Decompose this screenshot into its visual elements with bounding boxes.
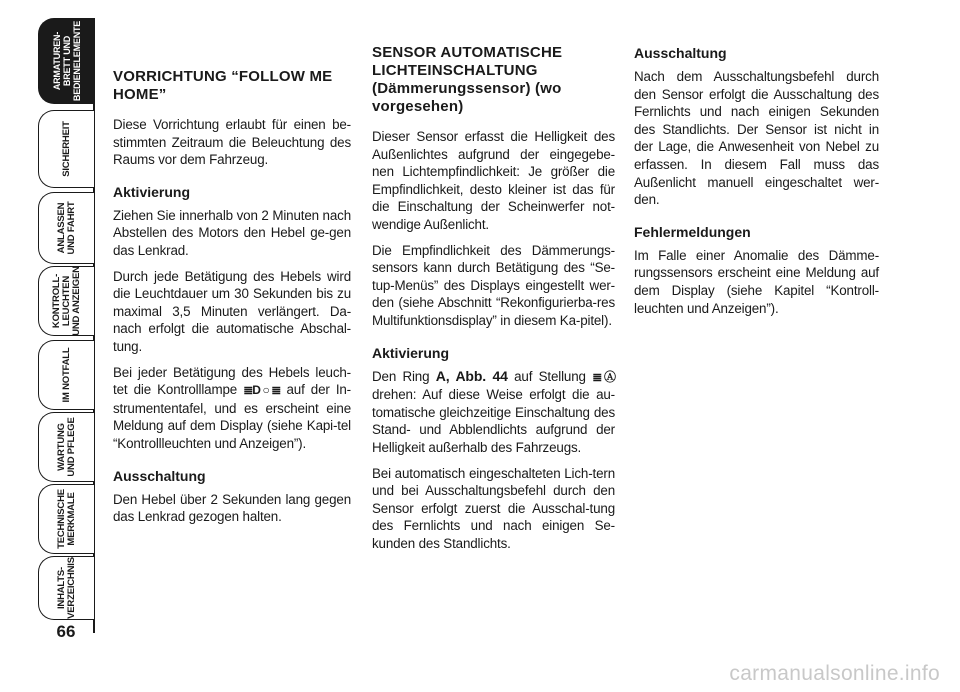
subheading: Ausschaltung (634, 45, 727, 61)
text-run: drehen: Auf diese Weise erfolgt die au-tomatische gleichzeitige Einschaltung des Stand- und Abblendlichts aufgrund der Helligkeit außerhalb des Fahrzeugs. (372, 387, 615, 455)
tab-label: WARTUNG UND PFLEGE (55, 417, 77, 477)
tab-armaturenbrett[interactable] (38, 18, 94, 104)
tab-label: ANLASSEN UND FAHRT (55, 201, 77, 255)
subheading: Ausschaltung (113, 467, 206, 484)
column-ausschaltung (634, 44, 879, 325)
watermark: carmanualsonline.info (729, 662, 940, 685)
paragraph (372, 368, 615, 457)
text-run: Bei jeder Betätigung des Hebels leuch-tet die Kontrolllampe (113, 364, 351, 398)
paragraph: Diese Vorrichtung erlaubt für einen be-stimmten Zeitraum die Beleuchtung des Raums vor dem Fahrzeug. (113, 117, 351, 168)
tab-label: SICHERHEIT (60, 121, 72, 177)
tab-label: ARMATUREN- BRETT UND BEDIENELEMENTE (51, 20, 82, 102)
tab-kontrollleuchten[interactable] (38, 266, 94, 336)
paragraph: Im Falle einer Anomalie des Dämme-rungssensors erscheint eine Meldung auf dem Display (siehe Kapitel “Kontroll-leuchten und Anzeigen”). (634, 247, 879, 316)
text-run: auf der In-strumententafel, und es erscheint eine Meldung auf dem Display (siehe Kapi-tel “Kontrollleuchten und Anzeigen”). (113, 382, 351, 451)
tab-anlassen[interactable] (38, 192, 94, 264)
figure-reference: A, Abb. 44 (435, 367, 508, 384)
tab-label: TECHNISCHE MERKMALE (55, 489, 77, 549)
section-title: VORRICHTUNG “FOLLOW ME HOME” (113, 68, 333, 103)
tab-wartung[interactable] (38, 412, 94, 482)
paragraph: Ziehen Sie innerhalb von 2 Minuten nach Abstellen des Motors den Hebel ge-gen das Lenkrad. (113, 207, 351, 258)
paragraph: Die Empfindlichkeit des Dämmerungs-sensors kann durch Betätigung des “Se-tup-Menüs” des Displays eingestellt wer-den (siehe Abschnitt “Rekonfigurierba-res Multifunktionsdisplay” in diesem Ka-pitel). (372, 242, 615, 328)
tab-inhaltsverzeichnis[interactable] (38, 556, 94, 620)
paragraph: Nach dem Ausschaltungsbefehl durch den Sensor erfolgt die Ausschaltung des Fernlichts und nach einigen Sekunden des Standlichts. Der Sensor ist nicht in der Lage, die Anwesenheit von Nebel zu erfassen. In diesem Fall muss das Außenlicht manuell eingeschaltet wer-den. (634, 69, 879, 208)
paragraph: Dieser Sensor erfasst die Helligkeit des Außenlichtes aufgrund der eingegebe-nen Lichtempfindlichkeit: Je größer die Empfindlichkeit, desto kleiner ist das für die Einschaltung der Scheinwerfer not-wendige Außenlicht. (372, 129, 615, 232)
paragraph (113, 364, 351, 453)
text-run: Den Ring (372, 368, 430, 384)
paragraph: Den Hebel über 2 Sekunden lang gegen das Lenkrad gezogen halten. (113, 491, 351, 525)
subheading: Aktivierung (113, 183, 191, 200)
tab-technische-merkmale[interactable] (38, 484, 94, 554)
tab-im-notfall[interactable] (38, 340, 94, 410)
tab-label: KONTROLL- LEUCHTEN UND ANZEIGEN (50, 266, 82, 336)
page-number: 66 (56, 622, 76, 641)
subheading: Fehlermeldungen (634, 223, 751, 240)
parking-light-icon: ≣D○≣ (243, 383, 281, 398)
auto-light-icon: ≣Ⓐ (592, 369, 616, 384)
subheading: Aktivierung (372, 344, 450, 361)
column-follow-me-home (113, 68, 351, 534)
tab-label: INHALTS- VERZEICHNIS (55, 557, 77, 619)
tab-label: IM NOTFALL (60, 347, 72, 403)
section-title: SENSOR AUTOMATISCHE LICHTEINSCHALTUNG (Dämmerungssensor) (wo vorgesehen) (372, 44, 563, 115)
tab-sicherheit[interactable] (38, 110, 94, 188)
text-run: auf Stellung (514, 368, 586, 384)
paragraph: Durch jede Betätigung des Hebels wird die Leuchtdauer um 30 Sekunden bis zu maximal 3,5 Minuten verlängert. Da-nach erfolgt die automatische Abschal-tung. (113, 268, 351, 354)
paragraph: Bei automatisch eingeschalteten Lich-tern und bei Ausschaltungsbefehl durch den Sensor erfolgt zuerst die Ausschal-tung des Fernlichts und nach einigen Se-kunden des Standlichts. (372, 465, 615, 551)
column-sensor (372, 44, 615, 560)
